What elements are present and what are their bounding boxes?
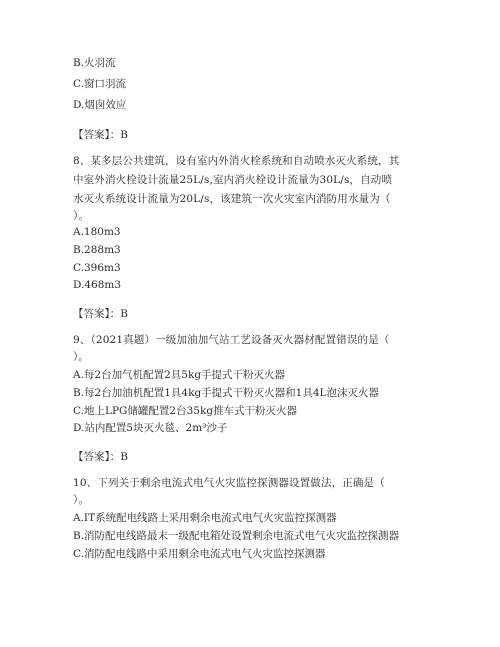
q10-stem-line-2: ）。: [73, 494, 90, 506]
q9-option-b: B.每2台加油机配置1具4kg手提式干粉灭火器和1具4L泡沫灭火器: [73, 387, 380, 399]
q9-stem-line-2: ）。: [73, 351, 90, 363]
q7-answer: 【答案】：B: [73, 129, 128, 141]
q8-stem-line-3: 水灭火系统设计流量为20L/s，该建筑一次火灾室内消防用水量为（: [73, 193, 391, 205]
q10-option-a: A.IT系统配电线路上采用剩余电流式电气火灾监控探测器: [73, 512, 337, 524]
q9-option-c: C.地上LPG储罐配置2台35kg推车式干粉灭火器: [73, 405, 298, 417]
q8-stem-line-1: 8、某多层公共建筑，设有室内外消火栓系统和自动喷水灭火系统，其: [73, 155, 400, 167]
q10-option-c: C.消防配电线路中采用剩余电流式电气火灾监控探测器: [73, 548, 326, 560]
q8-option-b: B.288m3: [73, 244, 121, 256]
q8-option-a: A.180m3: [73, 226, 121, 238]
q7-option-b: B.火羽流: [73, 57, 116, 69]
q9-stem-line-1: 9、（2021真题）一级加油加气站工艺设备灭火器材配置错误的是（: [73, 334, 390, 346]
q8-stem-line-2: 中室外消火栓设计流量25L/s,室内消火栓设计流量为30L/s，自动喷: [73, 174, 393, 186]
q8-answer: 【答案】：B: [73, 308, 128, 320]
q8-stem-line-4: ）。: [73, 210, 90, 222]
q10-stem-line-1: 10、下列关于剩余电流式电气火灾监控探测器设置做法，正确是（: [73, 477, 385, 489]
q7-option-c: C.窗口羽流: [73, 78, 126, 90]
q9-answer: 【答案】：B: [73, 451, 128, 463]
q10-option-b: B.消防配电线路最末一级配电箱处设置剩余电流式电气火灾监控探测器: [73, 530, 400, 542]
q8-option-c: C.396m3: [73, 262, 121, 274]
q7-option-d: D.烟囱效应: [73, 99, 127, 111]
q8-option-d: D.468m3: [73, 279, 122, 291]
q9-option-a: A.每2台加气机配置2具5kg手提式干粉灭火器: [73, 369, 286, 381]
q9-option-d: D.站内配置5块灭火毯、2m³沙子: [73, 422, 228, 434]
